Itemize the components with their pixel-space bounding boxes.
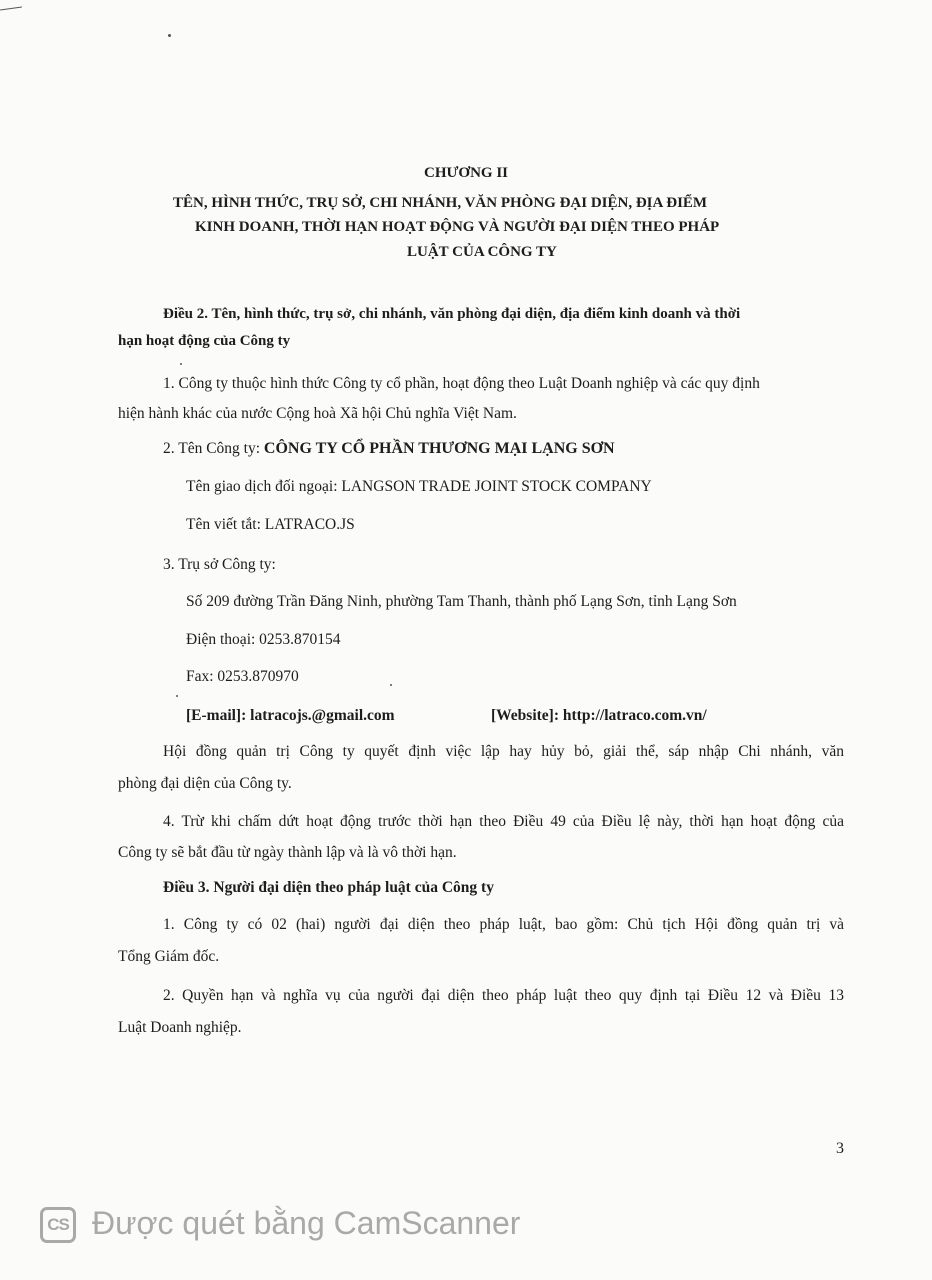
website-address: [Website]: http://latraco.com.vn/: [491, 707, 707, 724]
article-3-heading: Điều 3. Người đại diện theo pháp luật của Công ty: [163, 879, 494, 896]
article-3-para-1-line-2: Tổng Giám đốc.: [118, 948, 220, 965]
article-2-para-1-line-2: hiện hành khác của nước Cộng hoà Xã hội Chủ nghĩa Việt Nam.: [118, 405, 517, 422]
board-decision-line-2: phòng đại diện của Công ty.: [118, 775, 292, 792]
scan-speck: [0, 6, 22, 10]
page-number: 3: [836, 1140, 844, 1157]
article-3-para-1-line-1: 1. Công ty có 02 (hai) người đại diện theo pháp luật, bao gồm: Chủ tịch Hội đồng quản trị và: [163, 916, 844, 933]
article-2-heading-line-1: Điều 2. Tên, hình thức, trụ sở, chi nhánh, văn phòng đại diện, địa điểm kinh doanh và thời: [163, 306, 741, 322]
email-address: [E-mail]: latracojs.@gmail.com: [186, 707, 395, 724]
scan-speck: [390, 684, 392, 686]
scan-speck: [168, 34, 171, 37]
article-2-para-1-line-1: 1. Công ty thuộc hình thức Công ty cổ phần, hoạt động theo Luật Doanh nghiệp và các quy định: [163, 375, 760, 392]
company-name-label: 2. Tên Công ty:: [163, 440, 264, 457]
article-2-para-4-line-2: Công ty sẽ bắt đầu từ ngày thành lập và là vô thời hạn.: [118, 844, 457, 861]
chapter-title: CHƯƠNG II: [423, 165, 509, 181]
scan-speck: [180, 363, 182, 365]
fax-number: Fax: 0253.870970: [186, 668, 299, 685]
chapter-heading-line-2: KINH DOANH, THỜI HẠN HOẠT ĐỘNG VÀ NGƯỜI ĐẠI DIỆN THEO PHÁP: [195, 219, 720, 235]
foreign-trade-name: Tên giao dịch đối ngoại: LANGSON TRADE JOINT STOCK COMPANY: [186, 478, 652, 495]
head-office-label: 3. Trụ sở Công ty:: [163, 556, 276, 573]
article-2-para-4-line-1: 4. Trừ khi chấm dứt hoạt động trước thời hạn theo Điều 49 của Điều lệ này, thời hạn hoạt động của: [163, 813, 844, 830]
camscanner-watermark-text: Được quét bằng CamScanner: [92, 1205, 521, 1241]
head-office-address: Số 209 đường Trần Đăng Ninh, phường Tam Thanh, thành phố Lạng Sơn, tỉnh Lạng Sơn: [186, 593, 737, 610]
scan-speck: [176, 695, 178, 697]
article-2-para-2: [163, 440, 615, 458]
chapter-heading-line-1: TÊN, HÌNH THỨC, TRỤ SỞ, CHI NHÁNH, VĂN PHÒNG ĐẠI DIỆN, ĐỊA ĐIỂM: [173, 195, 708, 211]
article-2-heading-line-2: hạn hoạt động của Công ty: [118, 333, 291, 349]
company-name: CÔNG TY CỔ PHẦN THƯƠNG MẠI LẠNG SƠN: [263, 440, 615, 457]
camscanner-logo: CS: [40, 1207, 76, 1243]
chapter-heading-line-3: LUẬT CỦA CÔNG TY: [407, 244, 557, 260]
board-decision-line-1: Hội đồng quản trị Công ty quyết định việc lập hay hủy bỏ, giải thể, sáp nhập Chi nhánh, văn: [163, 743, 844, 760]
article-3-para-2-line-2: Luật Doanh nghiệp.: [118, 1019, 242, 1036]
short-name: Tên viết tắt: LATRACO.JS: [186, 516, 355, 533]
phone-number: Điện thoại: 0253.870154: [186, 631, 341, 648]
article-3-para-2-line-1: 2. Quyền hạn và nghĩa vụ của người đại diện theo pháp luật theo quy định tại Điều 12 và Điều 13: [163, 987, 844, 1004]
